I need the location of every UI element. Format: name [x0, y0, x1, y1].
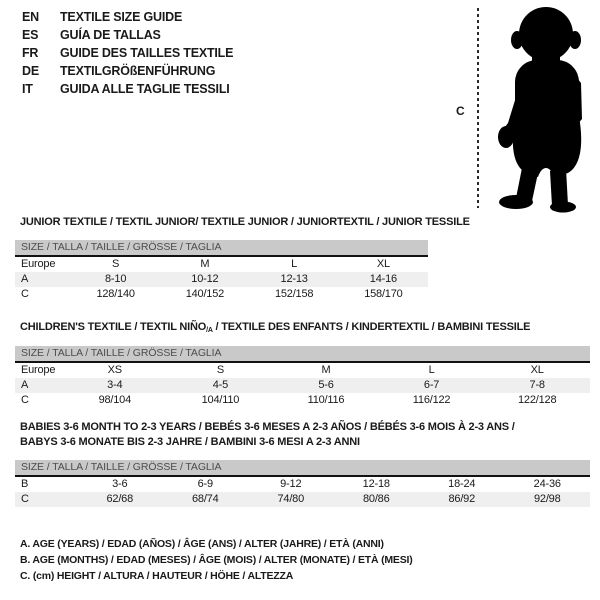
- table-cell: 7-8: [529, 379, 545, 391]
- row-label: B: [21, 478, 29, 490]
- language-code: FR: [22, 46, 39, 60]
- table-row: [15, 378, 590, 393]
- section-title-children: [20, 320, 530, 338]
- row-label: Europe: [21, 258, 56, 270]
- language-code: IT: [22, 82, 33, 96]
- table-cell: M: [200, 258, 210, 270]
- table-cell: 10-12: [191, 273, 219, 285]
- language-title: GUÍA DE TALLAS: [60, 28, 161, 42]
- section-title-subscript: /A: [206, 327, 213, 334]
- table-cell: 9-12: [280, 478, 302, 490]
- height-measure-label: C: [456, 104, 465, 118]
- section-title-text: / TEXTILE DES ENFANTS / KINDERTEXTIL / BAMBINI TESSILE: [212, 321, 531, 333]
- size-table-header: SIZE / TALLA / TAILLE / GRÖSSE / TAGLIA: [15, 460, 590, 476]
- table-cell: 3-4: [107, 379, 123, 391]
- table-cell: S: [112, 258, 120, 270]
- language-title: GUIDE DES TAILLES TEXTILE: [60, 46, 234, 60]
- table-cell: 14-16: [369, 273, 397, 285]
- table-cell: 104/110: [201, 394, 240, 406]
- table-cell: L: [291, 258, 298, 270]
- babies-size-table: [15, 460, 590, 507]
- table-cell: L: [428, 364, 435, 376]
- note-c: C. (cm) HEIGHT / ALTURA / HAUTEUR / HÖHE / ALTEZZA: [20, 570, 294, 582]
- table-cell: 74/80: [277, 493, 305, 505]
- size-table-header: SIZE / TALLA / TAILLE / GRÖSSE / TAGLIA: [15, 240, 428, 256]
- table-cell: 4-5: [212, 379, 229, 391]
- height-measure-dotted-line: [477, 8, 479, 208]
- note-a: A. AGE (YEARS) / EDAD (AÑOS) / ÂGE (ANS) / ALTER (JAHRE) / ETÀ (ANNI): [20, 538, 384, 550]
- language-row: [22, 44, 233, 62]
- table-cell: 8-10: [105, 273, 127, 285]
- table-cell: M: [321, 364, 331, 376]
- row-label: C: [21, 394, 29, 406]
- table-row: [15, 362, 590, 378]
- section-title-line2: BABYS 3-6 MONATE BIS 2-3 JAHRE / BAMBINI 3-6 MESI A 2-3 ANNI: [20, 436, 360, 448]
- section-title-text: CHILDREN'S TEXTILE / TEXTIL NIÑO: [20, 321, 207, 333]
- table-row: [15, 476, 590, 492]
- table-cell: 92/98: [533, 493, 561, 505]
- table-cell: 12-18: [362, 478, 390, 490]
- table-row: [15, 272, 428, 287]
- section-title-junior: [20, 215, 470, 230]
- table-cell: 80/86: [362, 493, 390, 505]
- baby-silhouette-icon: [486, 3, 596, 213]
- table-cell: 122/128: [518, 394, 557, 406]
- table-cell: 24-36: [533, 478, 561, 490]
- language-row: [22, 80, 233, 98]
- table-cell: XL: [530, 364, 544, 376]
- table-cell: XS: [107, 364, 122, 376]
- table-row: [15, 287, 428, 302]
- language-code: EN: [22, 10, 39, 24]
- language-title: TEXTILGRÖßENFÜHRUNG: [60, 64, 216, 78]
- table-cell: 12-13: [280, 273, 308, 285]
- language-row: [22, 26, 233, 44]
- table-row: [15, 492, 590, 507]
- language-row: [22, 62, 233, 80]
- section-title-babies: [20, 420, 515, 450]
- table-cell: 6-9: [197, 478, 213, 490]
- table-cell: 86/92: [448, 493, 476, 505]
- table-cell: S: [216, 364, 224, 376]
- row-label: A: [21, 273, 29, 285]
- section-title-text: JUNIOR TEXTILE / TEXTIL JUNIOR/ TEXTILE JUNIOR / JUNIORTEXTIL / JUNIOR TESSILE: [20, 216, 470, 228]
- footer-notes: [20, 536, 413, 584]
- language-row: [22, 8, 233, 26]
- table-cell: 152/158: [274, 288, 314, 300]
- table-cell: 3-6: [112, 478, 128, 490]
- table-cell: 68/74: [191, 493, 219, 505]
- table-cell: 158/170: [364, 288, 403, 300]
- row-label: C: [21, 493, 29, 505]
- table-row: [15, 393, 590, 408]
- note-b: B. AGE (MONTHS) / EDAD (MESES) / ÂGE (MOIS) / ALTER (MONATE) / ETÀ (MESI): [20, 554, 413, 566]
- table-cell: 140/152: [185, 288, 225, 300]
- section-title-line1: BABIES 3-6 MONTH TO 2-3 YEARS / BEBÉS 3-6 MESES A 2-3 AÑOS / BÉBÉS 3-6 MOIS À 2-3 ANS /: [20, 421, 515, 433]
- table-cell: 98/104: [98, 394, 132, 406]
- table-cell: 18-24: [448, 478, 476, 490]
- table-cell: 116/122: [412, 394, 451, 406]
- language-code: DE: [22, 64, 39, 78]
- table-row: [15, 256, 428, 272]
- row-label: Europe: [21, 364, 56, 376]
- table-cell: 62/68: [106, 493, 134, 505]
- table-cell: XL: [376, 258, 390, 270]
- language-title: GUIDA ALLE TAGLIE TESSILI: [60, 82, 230, 96]
- table-cell: 5-6: [318, 379, 334, 391]
- junior-size-table: [15, 240, 428, 302]
- table-cell: 110/116: [307, 394, 345, 406]
- row-label: C: [21, 288, 29, 300]
- language-list: [22, 8, 233, 98]
- row-label: A: [21, 379, 29, 391]
- children-size-table: [15, 346, 590, 408]
- table-cell: 6-7: [423, 379, 440, 391]
- size-table-header: SIZE / TALLA / TAILLE / GRÖSSE / TAGLIA: [15, 346, 590, 362]
- language-title: TEXTILE SIZE GUIDE: [60, 10, 183, 24]
- table-cell: 128/140: [96, 288, 135, 300]
- language-code: ES: [22, 28, 39, 42]
